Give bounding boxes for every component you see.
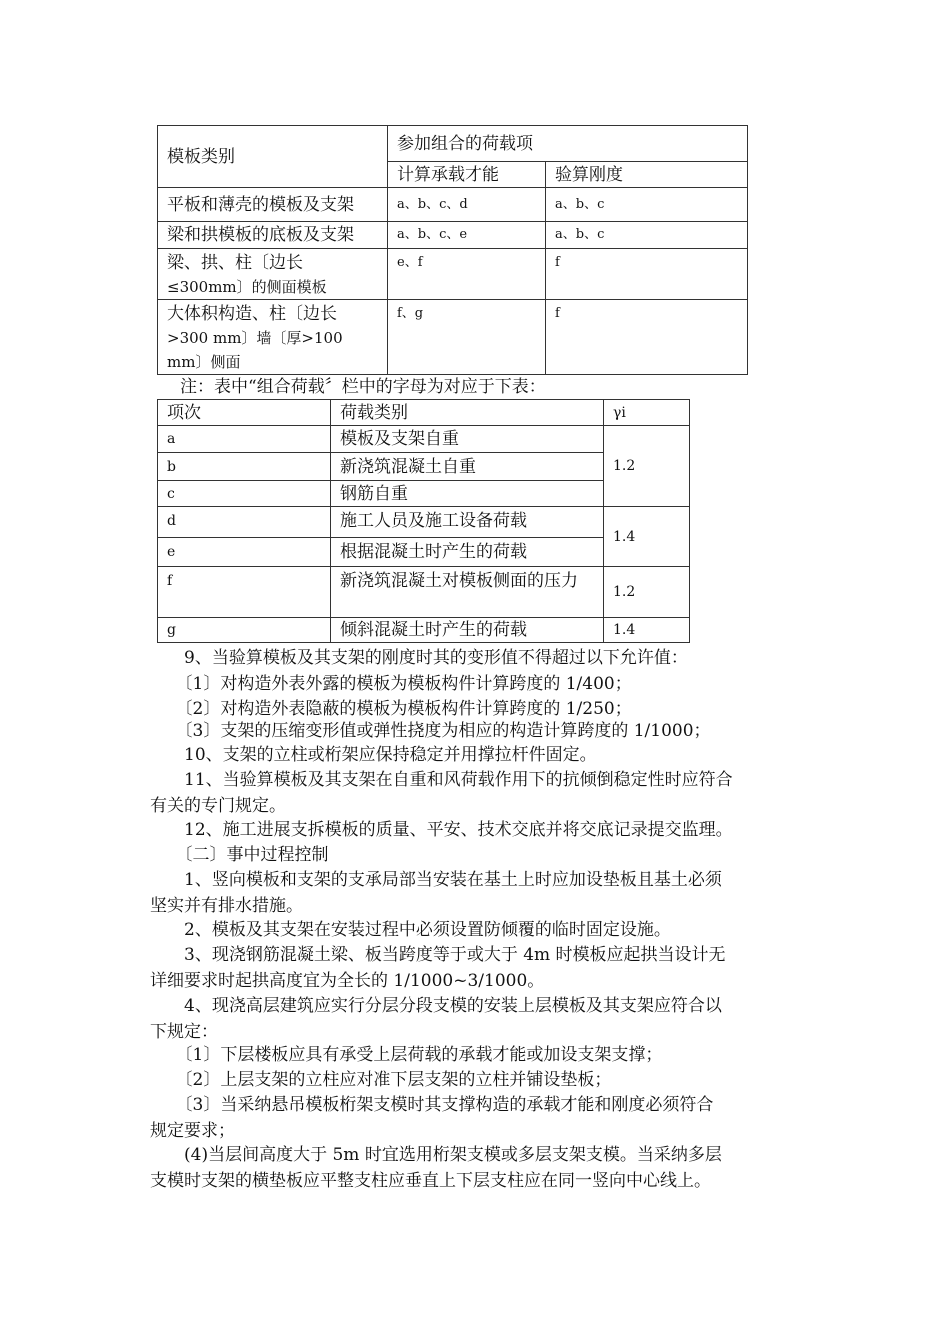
category-line: mm〕侧面	[167, 353, 241, 371]
item-cell: f	[158, 567, 331, 618]
capacity-cell: a、b、c、d	[388, 188, 546, 222]
paragraph-line: 4、现浇高层建筑应实行分层分段支模的安装上层模板及其支架应符合以	[150, 996, 722, 1016]
gamma-cell: 1.4	[604, 507, 690, 567]
paragraph-line: 3、现浇钢筋混凝土梁、板当跨度等于或大于 4m 时模板应起拱当设计无	[150, 945, 726, 965]
paragraph-line: 〔3〕当采纳悬吊模板桁架支模时其支撑构造的承载才能和刚度必须符合	[150, 1095, 714, 1115]
stiffness-cell: f	[546, 300, 748, 375]
paragraph-s4-1	[150, 1043, 810, 1069]
paragraph-line: 〔二〕事中过程控制	[150, 845, 329, 865]
paragraph-line: 支模时支架的横垫板应平整支柱应垂直上下层支柱应在同一竖向中心线上。	[150, 1170, 711, 1191]
category-line: 平板和薄壳的模板及支架	[167, 194, 354, 215]
category-line: 梁和拱模板的底板及支架	[167, 225, 354, 245]
paragraph-s3	[150, 943, 810, 994]
item-cell: e	[158, 538, 331, 567]
paragraph-line: (4)当层间高度大于 5m 时宜选用桁架支模或多层支架支模。当采纳多层	[150, 1145, 722, 1165]
capacity-cell: f、g	[388, 300, 546, 375]
paragraph-s2	[150, 918, 810, 944]
paragraph-10	[150, 743, 810, 769]
table-note: 注：表中“组合荷载〞栏中的字母为对应于下表：	[180, 377, 546, 397]
header-capacity: 计算承载才能	[388, 162, 546, 188]
paragraph-line: 〔3〕支架的压缩变形值或弹性挠度为相应的构造计算跨度的 1/1000；	[150, 721, 711, 741]
item-cell: b	[158, 453, 331, 481]
header-gamma: γi	[604, 400, 690, 426]
category-cell	[158, 222, 388, 249]
item-cell: d	[158, 507, 331, 538]
capacity-cell: a、b、c、e	[388, 222, 546, 249]
paragraph-line: 有关的专门规定。	[150, 795, 286, 816]
paragraph-s4-4	[150, 1143, 810, 1194]
paragraph-9	[150, 646, 810, 672]
paragraph-s4-2	[150, 1068, 810, 1094]
load-type-cell: 倾斜混凝土时产生的荷载	[331, 618, 604, 643]
paragraph-line: 12、施工进展支拆模板的质量、平安、技术交底并将交底记录提交监理。	[150, 820, 733, 840]
category-line: 大体积构造、柱〔边长	[167, 304, 337, 324]
header-item: 项次	[158, 400, 331, 426]
gamma-cell: 1.4	[604, 618, 690, 643]
gamma-cell: 1.2	[604, 567, 690, 618]
paragraph-line: 坚实并有排水措施。	[150, 895, 303, 916]
paragraph-line: 规定要求；	[150, 1120, 235, 1141]
load-type-cell: 模板及支架自重	[331, 426, 604, 453]
item-cell: g	[158, 618, 331, 643]
gamma-cell: 1.2	[604, 426, 690, 507]
stiffness-cell: a、b、c	[546, 188, 748, 222]
stiffness-cell: a、b、c	[546, 222, 748, 249]
capacity-cell: e、f	[388, 249, 546, 300]
header-stiffness: 验算刚度	[546, 162, 748, 188]
paragraph-s4	[150, 994, 810, 1045]
category-line: 梁、拱、柱〔边长	[167, 253, 303, 273]
load-type-cell: 新浇筑混凝土对模板侧面的压力	[331, 567, 604, 618]
section-heading	[150, 843, 810, 869]
paragraph-line: 1、竖向模板和支架的支承局部当安装在基土上时应加设垫板且基土必须	[150, 870, 722, 890]
paragraph-9-3	[150, 719, 810, 745]
item-cell: c	[158, 481, 331, 507]
load-type-cell: 钢筋自重	[331, 481, 604, 507]
paragraph-9-1	[150, 672, 810, 698]
header-load-type: 荷载类别	[331, 400, 604, 426]
paragraph-line: 9、当验算模板及其支架的刚度时其的变形值不得超过以下允许值：	[150, 648, 688, 668]
paragraph-12	[150, 818, 810, 844]
paragraph-line: 11、当验算模板及其支架在自重和风荷载作用下的抗倾倒稳定性时应符合	[150, 770, 733, 790]
load-type-table	[157, 399, 690, 643]
paragraph-s4-3	[150, 1093, 810, 1144]
header-load-items: 参加组合的荷载项	[388, 126, 748, 162]
load-combination-table	[157, 125, 748, 375]
category-cell	[158, 249, 388, 300]
paragraph-line: 10、支架的立柱或桁架应保持稳定并用撑拉杆件固定。	[150, 745, 597, 765]
paragraph-line: 详细要求时起拱高度宜为全长的 1/1000~3/1000。	[150, 970, 545, 991]
category-cell	[158, 188, 388, 222]
load-type-cell: 施工人员及施工设备荷载	[331, 507, 604, 538]
category-line: >300 mm〕墙〔厚>100	[167, 329, 343, 347]
paragraph-s1	[150, 868, 810, 919]
header-template-category: 模板类别	[158, 126, 388, 188]
paragraph-line: 〔2〕对构造外表隐蔽的模板为模板构件计算跨度的 1/250；	[150, 699, 632, 719]
paragraph-line: 〔1〕下层楼板应具有承受上层荷载的承载才能或加设支架支撑；	[150, 1045, 663, 1065]
item-cell: a	[158, 426, 331, 453]
paragraph-line: 2、模板及其支架在安装过程中必须设置防倾覆的临时固定设施。	[150, 920, 671, 940]
stiffness-cell: f	[546, 249, 748, 300]
paragraph-line: 下规定：	[150, 1021, 218, 1042]
category-line: ≤300mm〕的侧面模板	[167, 278, 327, 296]
paragraph-line: 〔2〕上层支架的立柱应对准下层支架的立柱并铺设垫板；	[150, 1070, 612, 1090]
load-type-cell: 新浇筑混凝土自重	[331, 453, 604, 481]
paragraph-11	[150, 768, 810, 819]
category-cell	[158, 300, 388, 375]
load-type-cell: 根据混凝土时产生的荷载	[331, 538, 604, 567]
paragraph-line: 〔1〕对构造外表外露的模板为模板构件计算跨度的 1/400；	[150, 674, 632, 694]
